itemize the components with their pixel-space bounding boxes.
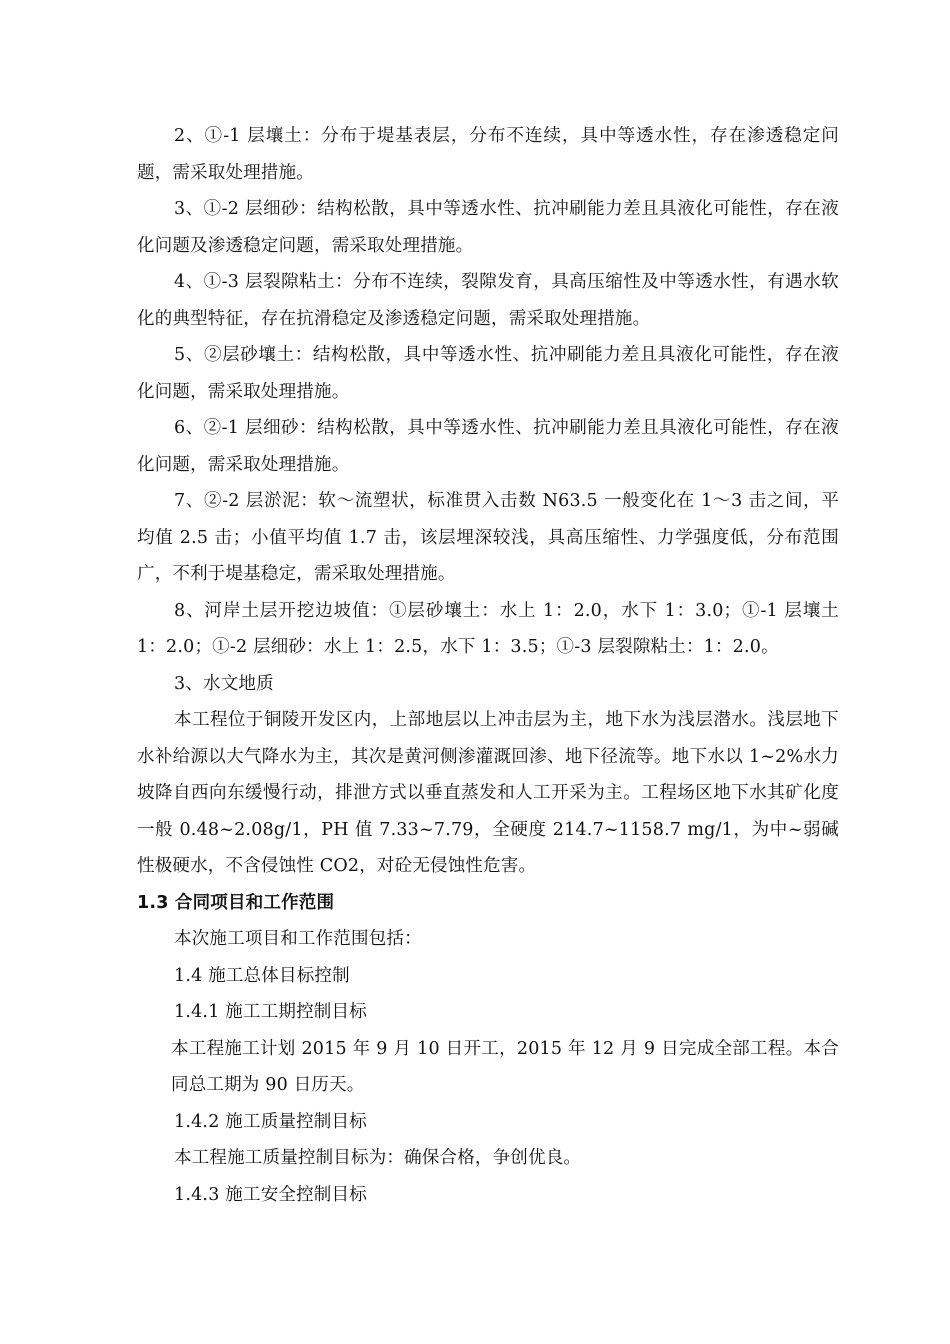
section-heading-1-3: 1.3 合同项目和工作范围 — [137, 892, 335, 913]
schedule-text: 本工程施工计划 2015 年 9 月 10 日开工，2015 年 12 月 9 日完成全部工程。本合同总工期为 90 日历天。 — [171, 1038, 839, 1095]
quality-heading-1-4-2: 1.4.2 施工质量控制目标 — [174, 1111, 367, 1132]
target-heading-1-4: 1.4 施工总体目标控制 — [174, 965, 350, 986]
paragraph-layer-1-2: 3、①-2 层细砂：结构松散，具中等透水性、抗冲刷能力差且具液化可能性，存在液化问题及渗透稳定问题，需采取处理措施。 — [137, 199, 839, 256]
paragraph-layer-2: 5、②层砂壤土：结构松散，具中等透水性、抗冲刷能力差且具液化可能性，存在液化问题，需采取处理措施。 — [137, 345, 839, 402]
safety-heading-1-4-3: 1.4.3 施工安全控制目标 — [174, 1184, 367, 1205]
hydrogeology-heading: 3、水文地质 — [174, 673, 274, 694]
paragraph-layer-1-1: 2、①-1 层壤土：分布于堤基表层，分布不连续，具中等透水性，存在渗透稳定问题，需采取处理措施。 — [137, 126, 839, 183]
schedule-heading-1-4-1: 1.4.1 施工工期控制目标 — [174, 1002, 367, 1022]
paragraph-slope-values: 8、河岸土层开挖边坡值：①层砂壤土：水上 1：2.0，水下 1：3.0；①-1 层壤土 1：2.0；①-2 层细砂：水上 1：2.5，水下 1：3.5；①-3 层裂隙粘土：1：2.0。 — [137, 600, 839, 657]
paragraph-layer-2-1: 6、②-1 层细砂：结构松散，具中等透水性、抗冲刷能力差且具液化可能性，存在液化问题，需采取处理措施。 — [137, 418, 839, 475]
document-body — [137, 118, 839, 1213]
quality-text: 本工程施工质量控制目标为：确保合格，争创优良。 — [174, 1148, 582, 1168]
paragraph-layer-2-2: 7、②-2 层淤泥：软～流塑状，标准贯入击数 N63.5 一般变化在 1～3 击之间，平均值 2.5 击；小值平均值 1.7 击，该层埋深较浅，具高压缩性、力学强度低，分布范围广，不利于堤基稳定，需采取处理措施。 — [137, 491, 839, 584]
scope-text: 本次施工项目和工作范围包括： — [174, 929, 422, 949]
paragraph-layer-1-3: 4、①-3 层裂隙粘土：分布不连续，裂隙发育，具高压缩性及中等透水性，有遇水软化的典型特征，存在抗滑稳定及渗透稳定问题，需采取处理措施。 — [137, 272, 839, 329]
paragraph-hydrogeology: 本工程位于铜陵开发区内，上部地层以上冲击层为主，地下水为浅层潜水。浅层地下水补给源以大气降水为主，其次是黄河侧渗灌溉回渗、地下径流等。地下水以 1~2%水力坡降自西向东缓慢行动，排泄方式以垂直蒸发和人工开采为主。工程场区地下水其矿化度一般 0.48~2.08g/1，PH 值 7.33~7.79，全硬度 214.7~1158.7 mg/1，为中~弱碱性极硬水，不含侵蚀性 CO2，对砼无侵蚀性危害。 — [137, 710, 839, 876]
